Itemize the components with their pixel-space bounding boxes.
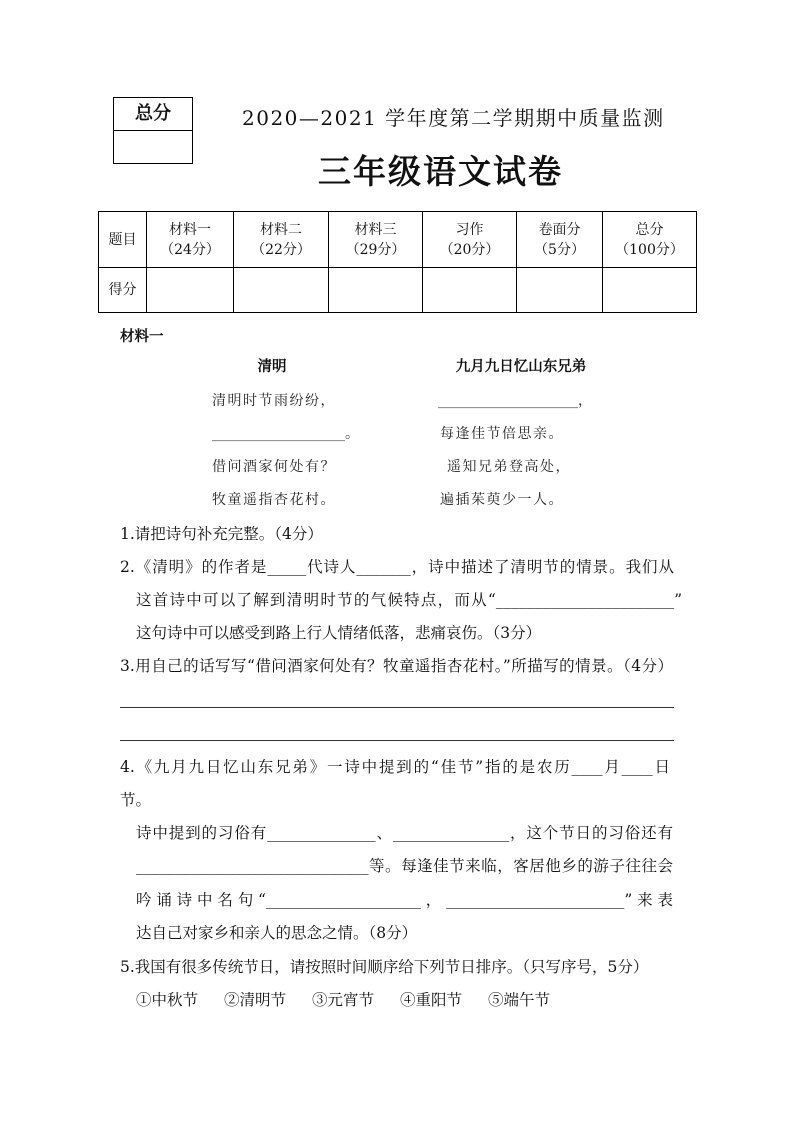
question-3: 3.用自己的话写写“借问酒家何处有？牧童遥指杏花村。”所描写的情景。（4分） <box>120 657 673 675</box>
poem-line: 借问酒家何处有？ <box>212 459 336 475</box>
poem-line: 每逢佳节倍思亲。 <box>440 426 564 442</box>
section-heading: 材料一 <box>120 329 164 345</box>
poem-line: 遍插茱萸少一人。 <box>440 492 564 508</box>
answer-line <box>120 707 674 708</box>
column-label: 卷面分 <box>538 221 581 238</box>
column-points: （20分） <box>439 241 500 258</box>
column-label: 习作 <box>455 221 484 238</box>
poem-blank-line: ____________________， <box>438 393 592 409</box>
festival-option: ④重阳节 <box>400 991 463 1009</box>
question-2-line: 这首诗中可以了解到清明时节的气候特点，而从“_______________________” <box>136 591 682 609</box>
question-4-line: 诗中提到的习俗有______________、_______________，这个节日的习俗还有 <box>136 824 673 842</box>
score-table-score-row <box>99 268 697 313</box>
score-table <box>98 211 697 313</box>
column-points: （100分） <box>615 241 684 258</box>
column-header-total <box>603 212 697 268</box>
column-header-composition <box>423 212 517 268</box>
column-label: 材料二 <box>260 221 302 238</box>
score-table-header-row <box>99 212 697 268</box>
score-cell-total <box>603 268 697 313</box>
question-2-line: 2.《清明》的作者是_____代诗人_______，诗中描述了清明节的情景。我们从 <box>120 558 674 576</box>
poem-blank-line: ___________________。 <box>212 426 359 442</box>
total-score-label: 总分 <box>114 98 192 131</box>
score-cell-material-2 <box>234 268 329 313</box>
score-cell-neatness <box>517 268 603 313</box>
column-header-material-1 <box>147 212 234 268</box>
festival-option: ①中秋节 <box>136 991 199 1009</box>
total-score-box <box>113 97 193 164</box>
score-cell-material-3 <box>329 268 423 313</box>
question-1: 1.请把诗句补充完整。（4分） <box>120 525 323 543</box>
answer-line <box>120 740 674 741</box>
question-4-line: 4.《九月九日忆山东兄弟》一诗中提到的“佳节”指的是农历____月____日 <box>120 758 670 776</box>
column-label: 材料三 <box>354 221 397 238</box>
row-label-score: 得分 <box>99 268 147 313</box>
exam-title: 三年级语文试卷 <box>318 152 563 191</box>
question-5: 5.我国有很多传统节日，请按照时间顺序给下列节日排序。（只写序号，5分） <box>120 958 649 976</box>
column-points: （22分） <box>251 241 311 258</box>
poem-title-jiuyue: 九月九日忆山东兄弟 <box>455 359 587 375</box>
exam-subtitle: 2020—2021 学年度第二学期期中质量监测 <box>242 106 665 130</box>
score-cell-material-1 <box>147 268 234 313</box>
column-label: 材料一 <box>169 221 211 238</box>
column-points: （29分） <box>345 241 406 258</box>
question-2-line: 这句诗中可以感受到路上行人情绪低落，悲痛哀伤。（3分） <box>136 624 542 642</box>
poem-line: 牧童遥指杏花村。 <box>212 492 336 508</box>
column-header-neatness <box>517 212 603 268</box>
festival-option: ③元宵节 <box>312 991 375 1009</box>
column-points: （5分） <box>534 241 585 258</box>
column-header-material-3 <box>329 212 423 268</box>
row-label-question: 题目 <box>99 212 147 268</box>
column-header-material-2 <box>234 212 329 268</box>
poem-line: 清明时节雨纷纷， <box>212 393 336 409</box>
festival-option: ⑤端午节 <box>488 991 551 1009</box>
festival-option: ②清明节 <box>224 991 287 1009</box>
column-label: 总分 <box>635 221 664 238</box>
poem-title-qingming: 清明 <box>257 359 287 375</box>
question-4-line: 达自己对家乡和亲人的思念之情。（8分） <box>136 924 418 942</box>
question-4-line: 吟诵诗中名句“____________________，_______________________”来表 <box>136 891 673 909</box>
score-cell-composition <box>423 268 517 313</box>
column-points: （24分） <box>160 241 220 258</box>
question-4-line: 节。 <box>120 791 152 809</box>
poem-line: 遥知兄弟登高处， <box>447 459 571 475</box>
question-4-line: ______________________________等。每逢佳节来临，客居他乡的游子往往会 <box>136 857 673 875</box>
